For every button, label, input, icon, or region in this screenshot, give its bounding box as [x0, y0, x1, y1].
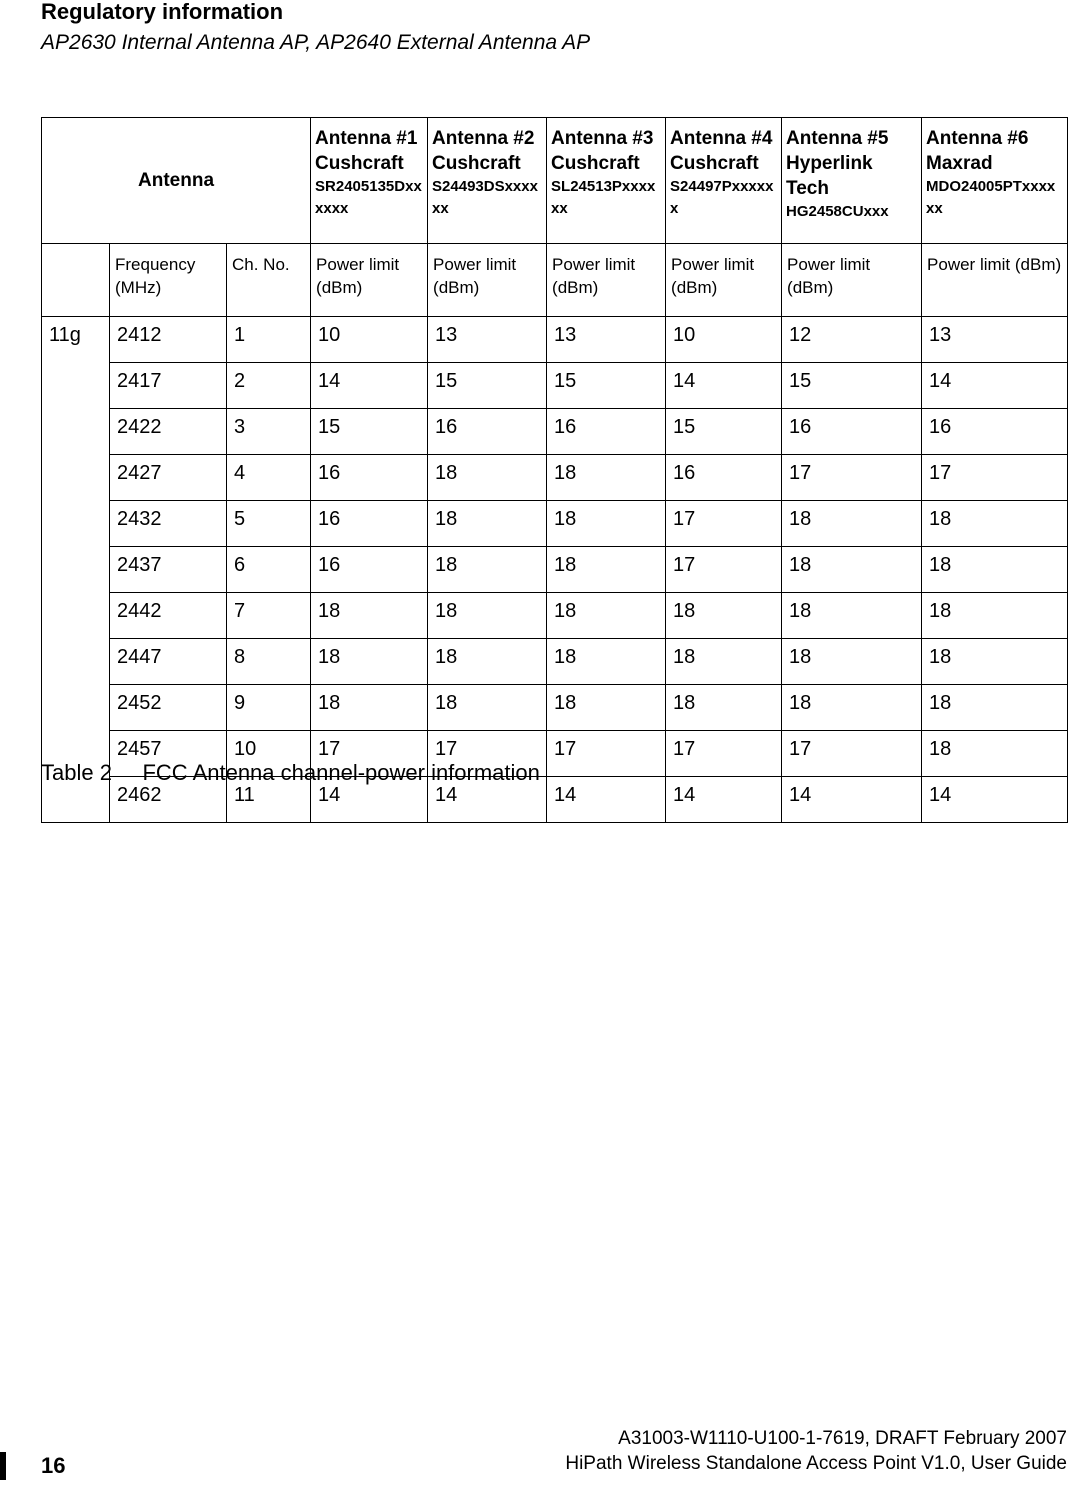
power-limit-cell: 14	[666, 777, 782, 823]
channel-cell: 6	[227, 547, 311, 593]
table-row	[42, 685, 1068, 731]
table-row	[42, 363, 1068, 409]
power-limit-cell: 16	[782, 409, 922, 455]
antenna-model: SL24513Pxxxxxx	[551, 178, 656, 217]
power-limit-cell: 18	[311, 639, 428, 685]
document-id: A31003-W1110-U100-1-7619, DRAFT February 2007	[618, 1428, 1067, 1449]
power-limit-cell: 18	[547, 501, 666, 547]
fcc-antenna-table	[41, 117, 1068, 823]
power-limit-cell: 16	[428, 409, 547, 455]
antenna-label: Antenna	[42, 118, 311, 244]
change-bar	[0, 1452, 6, 1480]
power-limit-cell: 18	[428, 455, 547, 501]
power-header: Power limit (dBm)	[922, 244, 1068, 317]
power-limit-cell: 13	[547, 317, 666, 363]
frequency-cell: 2457	[110, 731, 227, 777]
power-header: Power limit (dBm)	[782, 244, 922, 317]
frequency-cell: 2462	[110, 777, 227, 823]
power-limit-cell: 18	[922, 501, 1068, 547]
power-header: Power limit (dBm)	[428, 244, 547, 317]
channel-cell: 10	[227, 731, 311, 777]
frequency-cell: 2412	[110, 317, 227, 363]
antenna-model: HG2458CUxxx	[786, 203, 889, 220]
power-limit-cell: 18	[922, 731, 1068, 777]
antenna-model: S24497Pxxxxxx	[670, 178, 774, 217]
document-title: HiPath Wireless Standalone Access Point V1.0, User Guide	[565, 1453, 1067, 1474]
section-subtitle: AP2630 Internal Antenna AP, AP2640 External Antenna AP	[41, 31, 591, 54]
channel-cell: 8	[227, 639, 311, 685]
power-limit-cell: 17	[782, 455, 922, 501]
power-limit-cell: 15	[428, 363, 547, 409]
power-limit-cell: 18	[782, 639, 922, 685]
band-cell: 11g	[42, 317, 110, 823]
power-limit-cell: 17	[922, 455, 1068, 501]
power-header: Power limit (dBm)	[666, 244, 782, 317]
frequency-cell: 2447	[110, 639, 227, 685]
power-limit-cell: 18	[547, 593, 666, 639]
power-limit-cell: 18	[782, 593, 922, 639]
power-limit-cell: 13	[428, 317, 547, 363]
table-caption	[41, 760, 540, 786]
power-limit-cell: 15	[547, 363, 666, 409]
power-limit-cell: 18	[428, 593, 547, 639]
channel-cell: 3	[227, 409, 311, 455]
antenna-name: Antenna #2 Cushcraft	[432, 128, 535, 174]
power-limit-cell: 14	[782, 777, 922, 823]
caption-text: FCC Antenna channel-power information	[142, 760, 540, 785]
antenna-name: Antenna #3 Cushcraft	[551, 128, 654, 174]
power-limit-cell: 18	[311, 593, 428, 639]
power-limit-cell: 18	[428, 685, 547, 731]
frequency-cell: 2437	[110, 547, 227, 593]
power-limit-cell: 14	[428, 777, 547, 823]
power-limit-cell: 18	[547, 685, 666, 731]
power-limit-cell: 15	[666, 409, 782, 455]
power-limit-cell: 14	[666, 363, 782, 409]
power-limit-cell: 18	[547, 547, 666, 593]
antenna-1-header	[311, 118, 428, 244]
frequency-cell: 2417	[110, 363, 227, 409]
power-limit-cell: 17	[666, 731, 782, 777]
power-limit-cell: 18	[311, 685, 428, 731]
power-limit-cell: 17	[428, 731, 547, 777]
frequency-cell: 2442	[110, 593, 227, 639]
power-limit-cell: 16	[666, 455, 782, 501]
power-header: Power limit (dBm)	[311, 244, 428, 317]
power-limit-cell: 15	[311, 409, 428, 455]
antenna-model: MDO24005PTxxxxxx	[926, 178, 1056, 217]
power-limit-cell: 18	[428, 501, 547, 547]
power-limit-cell: 16	[547, 409, 666, 455]
channel-cell: 5	[227, 501, 311, 547]
frequency-cell: 2422	[110, 409, 227, 455]
power-limit-cell: 16	[311, 547, 428, 593]
power-header: Power limit (dBm)	[547, 244, 666, 317]
power-limit-cell: 18	[666, 593, 782, 639]
power-limit-cell: 14	[922, 363, 1068, 409]
channel-cell: 2	[227, 363, 311, 409]
power-limit-cell: 17	[311, 731, 428, 777]
power-limit-cell: 18	[428, 639, 547, 685]
channel-cell: 1	[227, 317, 311, 363]
channel-cell: 7	[227, 593, 311, 639]
power-limit-cell: 16	[922, 409, 1068, 455]
section-title: Regulatory information	[41, 0, 284, 24]
frequency-header: Frequency (MHz)	[110, 244, 227, 317]
power-limit-cell: 16	[311, 501, 428, 547]
power-limit-cell: 17	[666, 501, 782, 547]
table-row	[42, 317, 1068, 363]
channel-cell: 11	[227, 777, 311, 823]
channel-header: Ch. No.	[227, 244, 311, 317]
page-number: 16	[41, 1453, 66, 1478]
table-row	[42, 455, 1068, 501]
caption-label: Table 2	[41, 760, 112, 785]
power-limit-cell: 18	[666, 685, 782, 731]
table-row	[42, 593, 1068, 639]
antenna-name: Antenna #4 Cushcraft	[670, 128, 773, 174]
table-row	[42, 639, 1068, 685]
power-limit-cell: 13	[922, 317, 1068, 363]
power-limit-cell: 18	[922, 593, 1068, 639]
power-limit-cell: 14	[311, 777, 428, 823]
power-limit-cell: 15	[782, 363, 922, 409]
table-row	[42, 409, 1068, 455]
antenna-4-header	[666, 118, 782, 244]
channel-cell: 9	[227, 685, 311, 731]
power-limit-cell: 18	[782, 685, 922, 731]
power-limit-cell: 12	[782, 317, 922, 363]
power-limit-cell: 18	[922, 547, 1068, 593]
power-limit-cell: 18	[922, 685, 1068, 731]
power-limit-cell: 18	[782, 501, 922, 547]
antenna-2-header	[428, 118, 547, 244]
power-limit-cell: 14	[547, 777, 666, 823]
antenna-6-header	[922, 118, 1068, 244]
power-limit-cell: 18	[547, 455, 666, 501]
antenna-name: Antenna #5 Hyperlink Tech	[786, 128, 889, 199]
power-limit-cell: 18	[547, 639, 666, 685]
antenna-5-header	[782, 118, 922, 244]
power-limit-cell: 18	[782, 547, 922, 593]
power-limit-cell: 10	[666, 317, 782, 363]
units-header-row	[42, 244, 1068, 317]
power-limit-cell: 17	[547, 731, 666, 777]
frequency-cell: 2432	[110, 501, 227, 547]
table-row	[42, 547, 1068, 593]
power-limit-cell: 10	[311, 317, 428, 363]
power-limit-cell: 18	[922, 639, 1068, 685]
power-limit-cell: 16	[311, 455, 428, 501]
frequency-cell: 2452	[110, 685, 227, 731]
antenna-model: S24493DSxxxxxx	[432, 178, 538, 217]
table-row	[42, 501, 1068, 547]
power-limit-cell: 17	[782, 731, 922, 777]
blank-cell	[42, 244, 110, 317]
power-limit-cell: 14	[922, 777, 1068, 823]
frequency-cell: 2427	[110, 455, 227, 501]
antenna-3-header	[547, 118, 666, 244]
power-limit-cell: 14	[311, 363, 428, 409]
channel-cell: 4	[227, 455, 311, 501]
antenna-model: SR2405135Dxxxxxx	[315, 178, 422, 217]
antenna-name: Antenna #1 Cushcraft	[315, 128, 418, 174]
antenna-header-row	[42, 118, 1068, 244]
power-limit-cell: 18	[428, 547, 547, 593]
power-limit-cell: 18	[666, 639, 782, 685]
power-limit-cell: 17	[666, 547, 782, 593]
antenna-name: Antenna #6 Maxrad	[926, 128, 1029, 174]
